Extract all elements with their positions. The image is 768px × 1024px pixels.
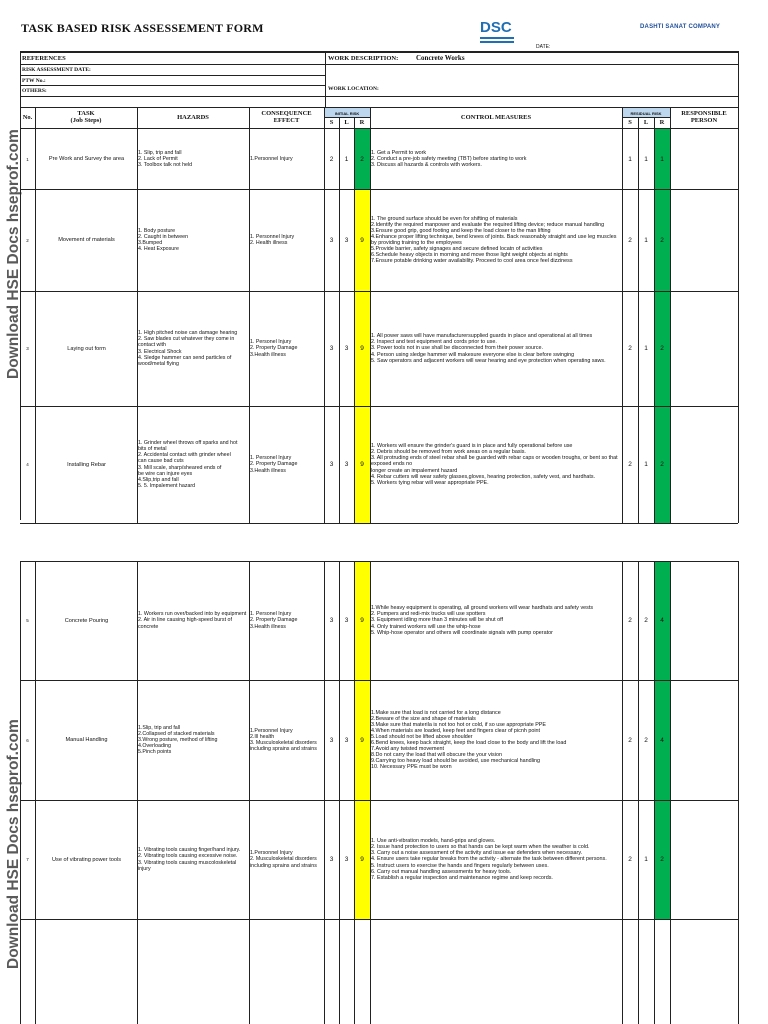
watermark: Download HSE Docs hseprof.com	[5, 129, 22, 379]
row-task: Use of vibrating power tools	[51, 856, 122, 863]
row-residual-l: 1	[644, 345, 648, 352]
row-hazards: 1.Slip, trip and fall 2.Collapsed of stacked materials 3.Wrong posture, method of lifting 4.Overloading 5.Pinch points	[138, 724, 218, 756]
row-residual-l: 1	[644, 856, 648, 863]
row-initial-s: 2	[329, 155, 334, 163]
row-consequence: 1. Personel Injury 2. Property Damage 3.Health illness	[250, 455, 298, 474]
form-title: TASK BASED RISK ASSESSEMENT FORM	[21, 21, 264, 35]
row-residual-l: 1	[644, 155, 648, 163]
row-initial-l: 3	[344, 736, 349, 744]
others-label: OTHERS:	[22, 88, 47, 94]
row-control-measures: 1. All power saws will have manufacturersupplied guards in place and operational at all times 2. Inspect and test equipment and cords prior to use. 3. Power tools not in use shall be disconnected from their power source. 4. Person using sledge hammer will makesure everyone else is clear before swinging 5. Saw operators and adjacent workers will wear hearing and eye protection when operating saws.	[371, 333, 606, 364]
row-control-measures: 1. Get a Permit to work 2. Conduct a pre-job safety meeting (TBT) before starting to work 3. Discuss all hazards & controls with workers.	[371, 149, 527, 169]
row-hazards: 1. Vibrating tools causing finger/hand injury. 2. Vibrating tools causing excessive noise. 3. Vibrating tools causing muscoloskeletal injury	[138, 847, 241, 872]
row-control-measures: 1.Make sure that load is not carried for a long distance 2.Beware of the size and shape of materials 3.Make sure that materila is not too hot or cold, if so use appropriate PPE 4.When materials are loaded, keep feet and fingers clear of picnh point 5.Load should not be lifted above shoulder 6.Bend knees, keep back straight, keep the load close to the body and lift the load 7.Avoid any twisted movement 8.Do not carry the load that will obscure the your vision 9.Carrying too heavy load should be avoided, use mechanical handling 10. Necessary PPE must be worn	[371, 709, 567, 771]
row-control-measures: 1. Use anti-vibration models, hand-grips and gloves. 2. Issue hand protection to users so that hands can be kept warm when the weather is cold. 3. Carry out a noise assessment of the activity and issue ear defenders when necessary. 4. Ensure users take regular breaks from the activity - alternate the task between different persons. 5. Instruct users to exercise the hands and fingers regularly between uses. 6. Carry out manual handling assessments for heavy tools. 7. Establish a regular inspection and maintenance regime and keep records.	[371, 838, 607, 881]
row-initial-s: 3	[329, 736, 334, 744]
row-hazards: 1. Body posture 2. Caught in between 3.Bumped 4. Heat Exposure	[138, 227, 189, 253]
row-consequence: 1. Personel Injury 2. Property Damage 3.Health illness	[250, 339, 298, 358]
row-consequence: 1. Personel Injury 2. Property Damage 3.Health illness	[250, 611, 298, 630]
row-residual-l: 2	[644, 736, 648, 744]
row-residual-s: 2	[628, 461, 632, 468]
col-l: L	[344, 119, 349, 126]
row-number: 5	[26, 618, 29, 623]
row-consequence: 1.Personnel Injury	[250, 155, 293, 162]
row-residual-s: 2	[628, 236, 632, 244]
row-consequence: 1.Personnel Injury 2.Ill health 3. Musculoskeletal disorders including sprains and strains	[250, 727, 317, 753]
row-number: 2	[26, 237, 29, 243]
row-initial-l: 1	[344, 155, 349, 163]
dsc-logo: DSC	[480, 19, 512, 36]
logo-stripe	[480, 41, 514, 43]
row-task: Laying out form	[67, 345, 106, 352]
references-label: REFERENCES	[22, 55, 66, 62]
col-no: No.	[22, 114, 33, 121]
row-initial-r: 9	[360, 736, 364, 744]
row-control-measures: 1. The ground surface should be even for shifting of materials 2.Identify the required manpower and evaluate the required lifting device; reduce manual handling 3.Ensure good grip, good footing and keep the load closer to the man lifting 4.Enhance proper lifting technique, bend knees of joints. Back reasonably straight and use leg muscles by providing training to the employees 5.Provide barrier, safety signages and secure defined locatn of activities 6.Schedule heavy objects in morning and move those light weight objects at nights 7.Ensure potable drinking water availability. Proceed to cool area once feel dizziness	[371, 215, 617, 265]
col-task: TASK (Job Steps)	[70, 110, 102, 124]
row-residual-r: 2	[660, 236, 664, 244]
col-s: S	[329, 119, 334, 126]
row-control-measures: 1.While heavy equipment is operating, all ground workers will wear hardhats and safety vests 2. Pumpers and redi-mix trucks will use spotters 3. Equipment idling more than 3 minutes will be shut off 4. Only trained workers will use the whip-hose 5. Whip-hose operator and others will coordinate signals with pump operator	[371, 605, 594, 636]
row-initial-r: 9	[360, 345, 364, 352]
risk-assessment-date-label: RISK ASSESSMENT DATE:	[22, 67, 91, 73]
col-control-measures: CONTROL MEASURES	[460, 114, 532, 121]
row-residual-r: 1	[660, 155, 664, 163]
row-initial-s: 3	[329, 461, 334, 468]
row-hazards: 1. High pitched noise can damage hearing 2. Saw blades cut whatever they come in contact with 3. Electrical Shock 4. Sledge hammer can send particles of wood/metal flying	[138, 330, 238, 367]
row-task: Pre Work and Survey the area	[48, 156, 125, 162]
col-rl: L	[643, 119, 649, 126]
row-initial-r: 9	[360, 617, 364, 624]
row-initial-r: 9	[360, 236, 364, 244]
col-rr: R	[659, 119, 665, 126]
watermark: Download HSE Docs hseprof.com	[5, 719, 22, 969]
logo-stripe	[480, 37, 514, 39]
row-control-measures: 1. Workers will ensure the grinder's guard is in place and fully operational before use 2. Debris should be removed from work areas on a regular basis. 3. All protruding ends of steel rebar shall be guarded with rebar caps or wooden troughs, or bent so that exposed ends no longer create an impalement hazard 4. Rebar cutters will wear safety glasses,gloves, hearing protection, safety vest, and hardhats. 5. Workers tying rebar will wear appropriate PPE.	[371, 443, 618, 486]
work-description-label: WORK DESCRIPTION:	[328, 55, 399, 62]
col-hazards: HAZARDS	[177, 114, 209, 121]
row-initial-s: 3	[329, 236, 334, 244]
row-initial-r: 9	[360, 461, 364, 468]
row-number: 1	[26, 156, 29, 162]
row-task: Movement of materials	[58, 237, 115, 243]
row-initial-l: 3	[344, 345, 349, 352]
row-number: 6	[26, 737, 29, 743]
row-residual-s: 1	[628, 155, 632, 163]
row-residual-l: 2	[644, 617, 648, 624]
col-responsible: RESPONSIBLE PERSON	[681, 110, 727, 124]
work-location-label: WORK LOCATION:	[328, 86, 379, 92]
row-number: 7	[26, 857, 29, 862]
row-residual-s: 2	[628, 617, 632, 624]
row-initial-l: 3	[344, 856, 349, 863]
row-residual-s: 2	[628, 345, 632, 352]
row-initial-r: 9	[360, 856, 364, 863]
row-initial-l: 3	[344, 236, 349, 244]
col-r: R	[359, 119, 365, 126]
row-residual-r: 2	[660, 461, 664, 468]
row-residual-l: 1	[644, 461, 648, 468]
row-consequence: 1. Personnel Injury 2. Health illness	[250, 233, 295, 246]
col-rs: S	[628, 119, 632, 126]
row-task: Installing Rebar	[67, 461, 106, 468]
row-initial-s: 3	[329, 345, 334, 352]
work-description-value: Concrete Works	[416, 54, 465, 62]
row-task: Concrete Pouring	[64, 617, 109, 624]
col-residual-risk: RESIDUAL RISK	[630, 111, 662, 116]
row-initial-l: 3	[344, 617, 349, 624]
company-name: DASHTI SANAT COMPANY	[640, 24, 721, 30]
row-number: 3	[26, 346, 29, 351]
row-hazards: 1. Slip, trip and fall 2. Lack of Permit 3. Toolbox talk not held	[138, 149, 193, 169]
row-hazards: 1. Grinder wheel throws off sparks and hot bits of metal 2. Accidental contact with grinder wheel can cause bad cuts 3. Mill scale, sharp/sheared ends of be wire can injure eyes 4.Slip,trip and fall 5. 5. Impalement hazard	[138, 440, 238, 489]
row-task: Manual Handling	[65, 737, 108, 743]
row-residual-r: 4	[660, 617, 664, 624]
row-residual-r: 2	[660, 856, 664, 863]
row-initial-s: 3	[329, 617, 334, 624]
col-consequence: CONSEQUENCE EFFECT	[261, 110, 312, 124]
row-residual-r: 4	[660, 736, 664, 744]
row-residual-r: 2	[660, 345, 664, 352]
col-initial-risk: INITIAL RISK	[334, 111, 360, 116]
date-label: DATE:	[536, 44, 551, 50]
row-hazards: 1. Workers run over/backed into by equipment 2. Air in line causing high-speed burst of concrete	[138, 611, 247, 630]
row-number: 4	[26, 462, 29, 467]
row-initial-s: 3	[329, 856, 334, 863]
row-initial-r: 2	[360, 155, 364, 163]
row-residual-s: 2	[628, 856, 632, 863]
row-initial-l: 3	[344, 461, 349, 468]
row-residual-s: 2	[628, 736, 632, 744]
ptw-no-label: PTW No.:	[22, 78, 46, 84]
row-residual-l: 1	[644, 236, 648, 244]
row-consequence: 1.Personnel Injury 2. Musculoskeletal disorders including sprains and strains	[250, 850, 317, 869]
